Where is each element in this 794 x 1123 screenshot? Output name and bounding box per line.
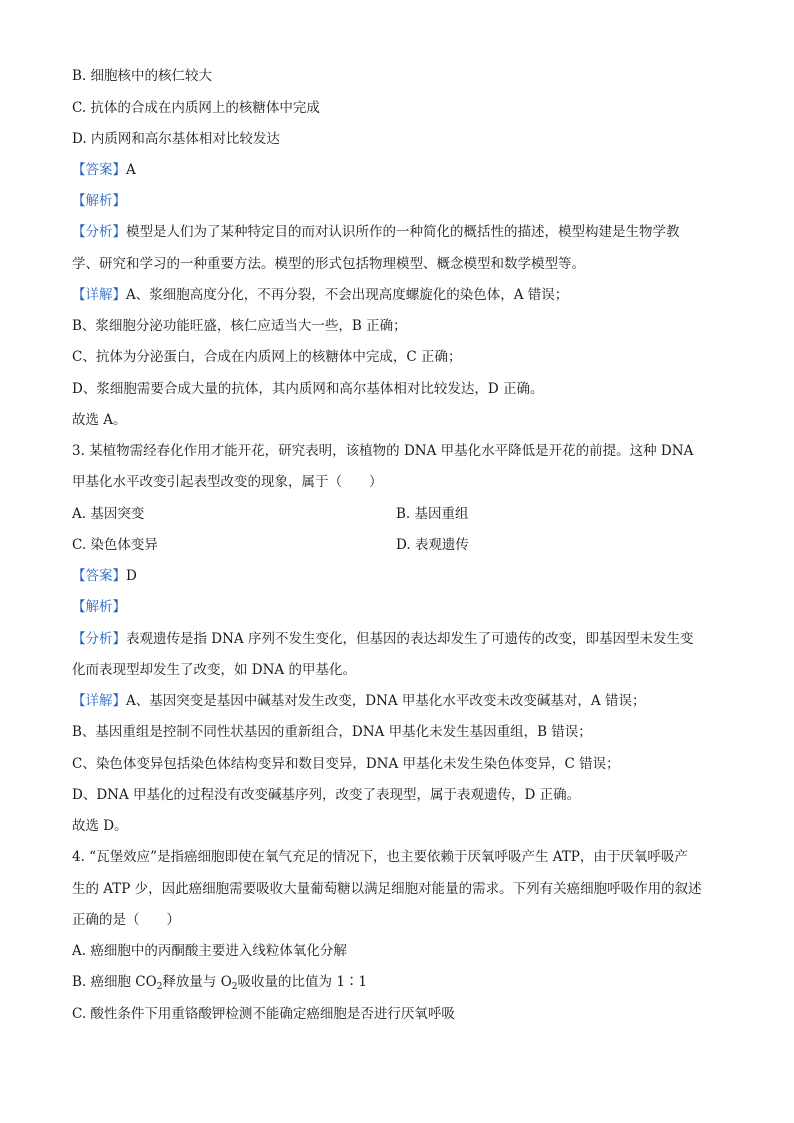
q2-detail-a: [72, 285, 732, 305]
q2-fenxi-line2: 学、研究和学习的一种重要方法。模型的形式包括物理模型、概念模型和数学模型等。: [72, 256, 585, 272]
q4-option-b-part1: B. 癌细胞 CO: [72, 974, 157, 990]
q4-stem-line1: 4. “瓦堡效应”是指癌细胞即使在氧气充足的情况下，也主要依赖于厌氧呼吸产生 ATP，由于厌氧呼吸产: [72, 849, 688, 865]
q2-fenxi-text1: 模型是人们为了某种特定目的而对认识所作的一种简化的概括性的描述，模型构建是生物学教: [126, 224, 680, 240]
q4-stem-line3: 正确的是（ ）: [72, 912, 180, 928]
q4-stem-line2: 生的 ATP 少，因此癌细胞需要吸收大量葡萄糖以满足细胞对能量的需求。下列有关癌细胞呼吸作用的叙述: [72, 881, 702, 897]
detail-tag: 【详解】: [72, 287, 126, 303]
q4-option-a: A. 癌细胞中的丙酮酸主要进入线粒体氧化分解: [72, 943, 347, 959]
q2-conclusion: 故选 A。: [72, 412, 127, 428]
q3-detail-a: [72, 691, 732, 711]
q2-option-b: B. 细胞核中的核仁较大: [72, 68, 213, 84]
detail-tag: 【详解】: [72, 693, 126, 709]
q2-option-c: C. 抗体的合成在内质网上的核糖体中完成: [72, 100, 320, 116]
q3-answer: D: [126, 568, 137, 584]
q3-conclusion: 故选 D。: [72, 818, 128, 834]
q3-option-b: B. 基因重组: [396, 506, 469, 522]
q3-fenxi-line1: [72, 629, 732, 649]
q2-analysis-tag: 【解析】: [72, 193, 126, 209]
q4-option-c: C. 酸性条件下用重铬酸钾检测不能确定癌细胞是否进行厌氧呼吸: [72, 1006, 455, 1022]
q4-option-b-part3: 吸收量的比值为 1∶1: [237, 974, 368, 990]
subscript-2: 2: [156, 982, 163, 992]
q3-stem-line2: 甲基化水平改变引起表型改变的现象，属于（ ）: [72, 474, 383, 490]
q3-option-c: C. 染色体变异: [72, 537, 158, 553]
q3-fenxi-text1: 表观遗传是指 DNA 序列不发生变化，但基因的表达却发生了可遗传的改变，即基因型未发生变: [126, 631, 694, 647]
q3-detail-c: C、染色体变异包括染色体结构变异和数目变异，DNA 甲基化未发生染色体变异，C 错误；: [72, 756, 620, 772]
answer-tag: 【答案】: [72, 568, 126, 584]
subscript-2: 2: [231, 982, 238, 992]
q2-detail-c: C、抗体为分泌蛋白，合成在内质网上的核糖体中完成，C 正确；: [72, 349, 462, 365]
q3-detail-b: B、基因重组是控制不同性状基因的重新组合，DNA 甲基化未发生基因重组，B 错误；: [72, 724, 592, 740]
q3-analysis-tag: 【解析】: [72, 599, 126, 615]
q2-answer-line: [72, 160, 732, 180]
q2-fenxi-line1: [72, 222, 732, 242]
q3-option-a: A. 基因突变: [72, 506, 145, 522]
q4-option-b-part2: 释放量与 O: [162, 974, 232, 990]
q3-fenxi-line2: 化而表现型却发生了改变，如 DNA 的甲基化。: [72, 662, 356, 678]
q3-detail-a-text: A、基因突变是基因中碱基对发生改变，DNA 甲基化水平改变未改变碱基对，A 错误；: [126, 693, 646, 709]
answer-tag: 【答案】: [72, 162, 126, 178]
q3-detail-d: D、DNA 甲基化的过程没有改变碱基序列，改变了表现型，属于表观遗传，D 正确。: [72, 787, 581, 803]
fenxi-tag: 【分析】: [72, 631, 126, 647]
q2-detail-a-text: A、浆细胞高度分化，不再分裂，不会出现高度螺旋化的染色体，A 错误；: [126, 287, 569, 303]
q2-answer: A: [126, 162, 136, 178]
q3-answer-line: [72, 566, 732, 586]
fenxi-tag: 【分析】: [72, 224, 126, 240]
q3-option-d: D. 表观遗传: [396, 537, 469, 553]
q2-detail-d: D、浆细胞需要合成大量的抗体，其内质网和高尔基体相对比较发达，D 正确。: [72, 381, 544, 397]
q2-option-d: D. 内质网和高尔基体相对比较发达: [72, 131, 280, 147]
q2-detail-b: B、浆细胞分泌功能旺盛，核仁应适当大一些，B 正确；: [72, 318, 407, 334]
q3-stem-line1: 3. 某植物需经春化作用才能开花，研究表明，该植物的 DNA 甲基化水平降低是开花的前提。这种 DNA: [72, 443, 694, 459]
q4-option-b: [72, 972, 732, 992]
